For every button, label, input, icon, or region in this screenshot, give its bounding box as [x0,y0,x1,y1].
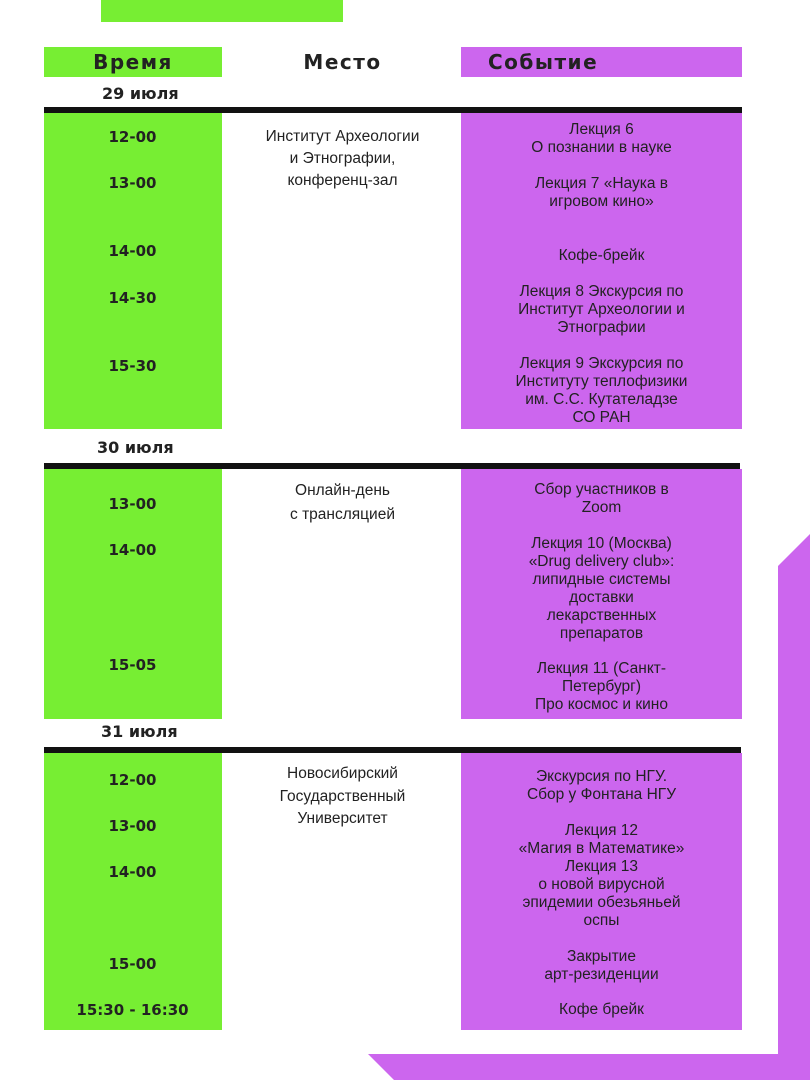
day-time-column [44,113,222,429]
time-slot: 15:30 - 16:30 [76,1001,189,1019]
time-slot: 13-00 [108,495,157,513]
event-item: Кофе брейк [559,1001,644,1018]
event-item: Лекция 10 (Москва) «Drug delivery club»: липидные системы доставки лекарственных препаратов [528,535,675,642]
time-slot: 14-00 [108,242,157,260]
time-slot: 14-00 [108,541,157,559]
venue: Онлайн-день с трансляцией [290,482,395,523]
time-column-header: Время [93,50,173,74]
event-item: Лекция 7 «Наука в игровом кино» [534,175,669,210]
event-item: Кофе-брейк [558,247,645,264]
time-slot: 15-00 [108,955,157,973]
event-column-header: Событие [488,50,599,74]
event-item: Лекция 12 «Магия в Математике» Лекция 13 о новой вирусной эпидемии обезьяньей оспы [518,822,685,929]
time-slot: 14-30 [108,289,157,307]
venue: Новосибирский Государственный Университет [279,765,406,827]
event-item: Лекция 11 (Санкт- Петербург) Про космос и кино [535,660,668,713]
day-date: 29 июля [102,84,179,103]
event-item: Закрытие арт-резиденции [544,948,659,983]
event-item: Лекция 6 О познании в науке [531,121,672,156]
time-slot: 12-00 [108,771,157,789]
day-time-column [44,753,222,1030]
event-item: Лекция 9 Экскурсия по Институту теплофизики им. С.С. Кутателадзе СО РАН [515,355,688,426]
time-slot: 12-00 [108,128,157,146]
day-date: 31 июля [101,722,178,741]
venue: Институт Археологии и Этнографии, конференц-зал [265,128,420,189]
time-slot: 13-00 [108,817,157,835]
event-item: Сбор участников в Zoom [534,481,669,516]
time-slot: 15-05 [108,656,157,674]
time-slot: 15-30 [108,357,157,375]
day-date: 30 июля [97,438,174,457]
time-slot: 13-00 [108,174,157,192]
place-column-header: Место [303,50,382,74]
event-item: Экскурсия по НГУ. Сбор у Фонтана НГУ [526,768,677,803]
event-item: Лекция 8 Экскурсия по Институт Археологии и Этнографии [518,283,685,336]
time-slot: 14-00 [108,863,157,881]
